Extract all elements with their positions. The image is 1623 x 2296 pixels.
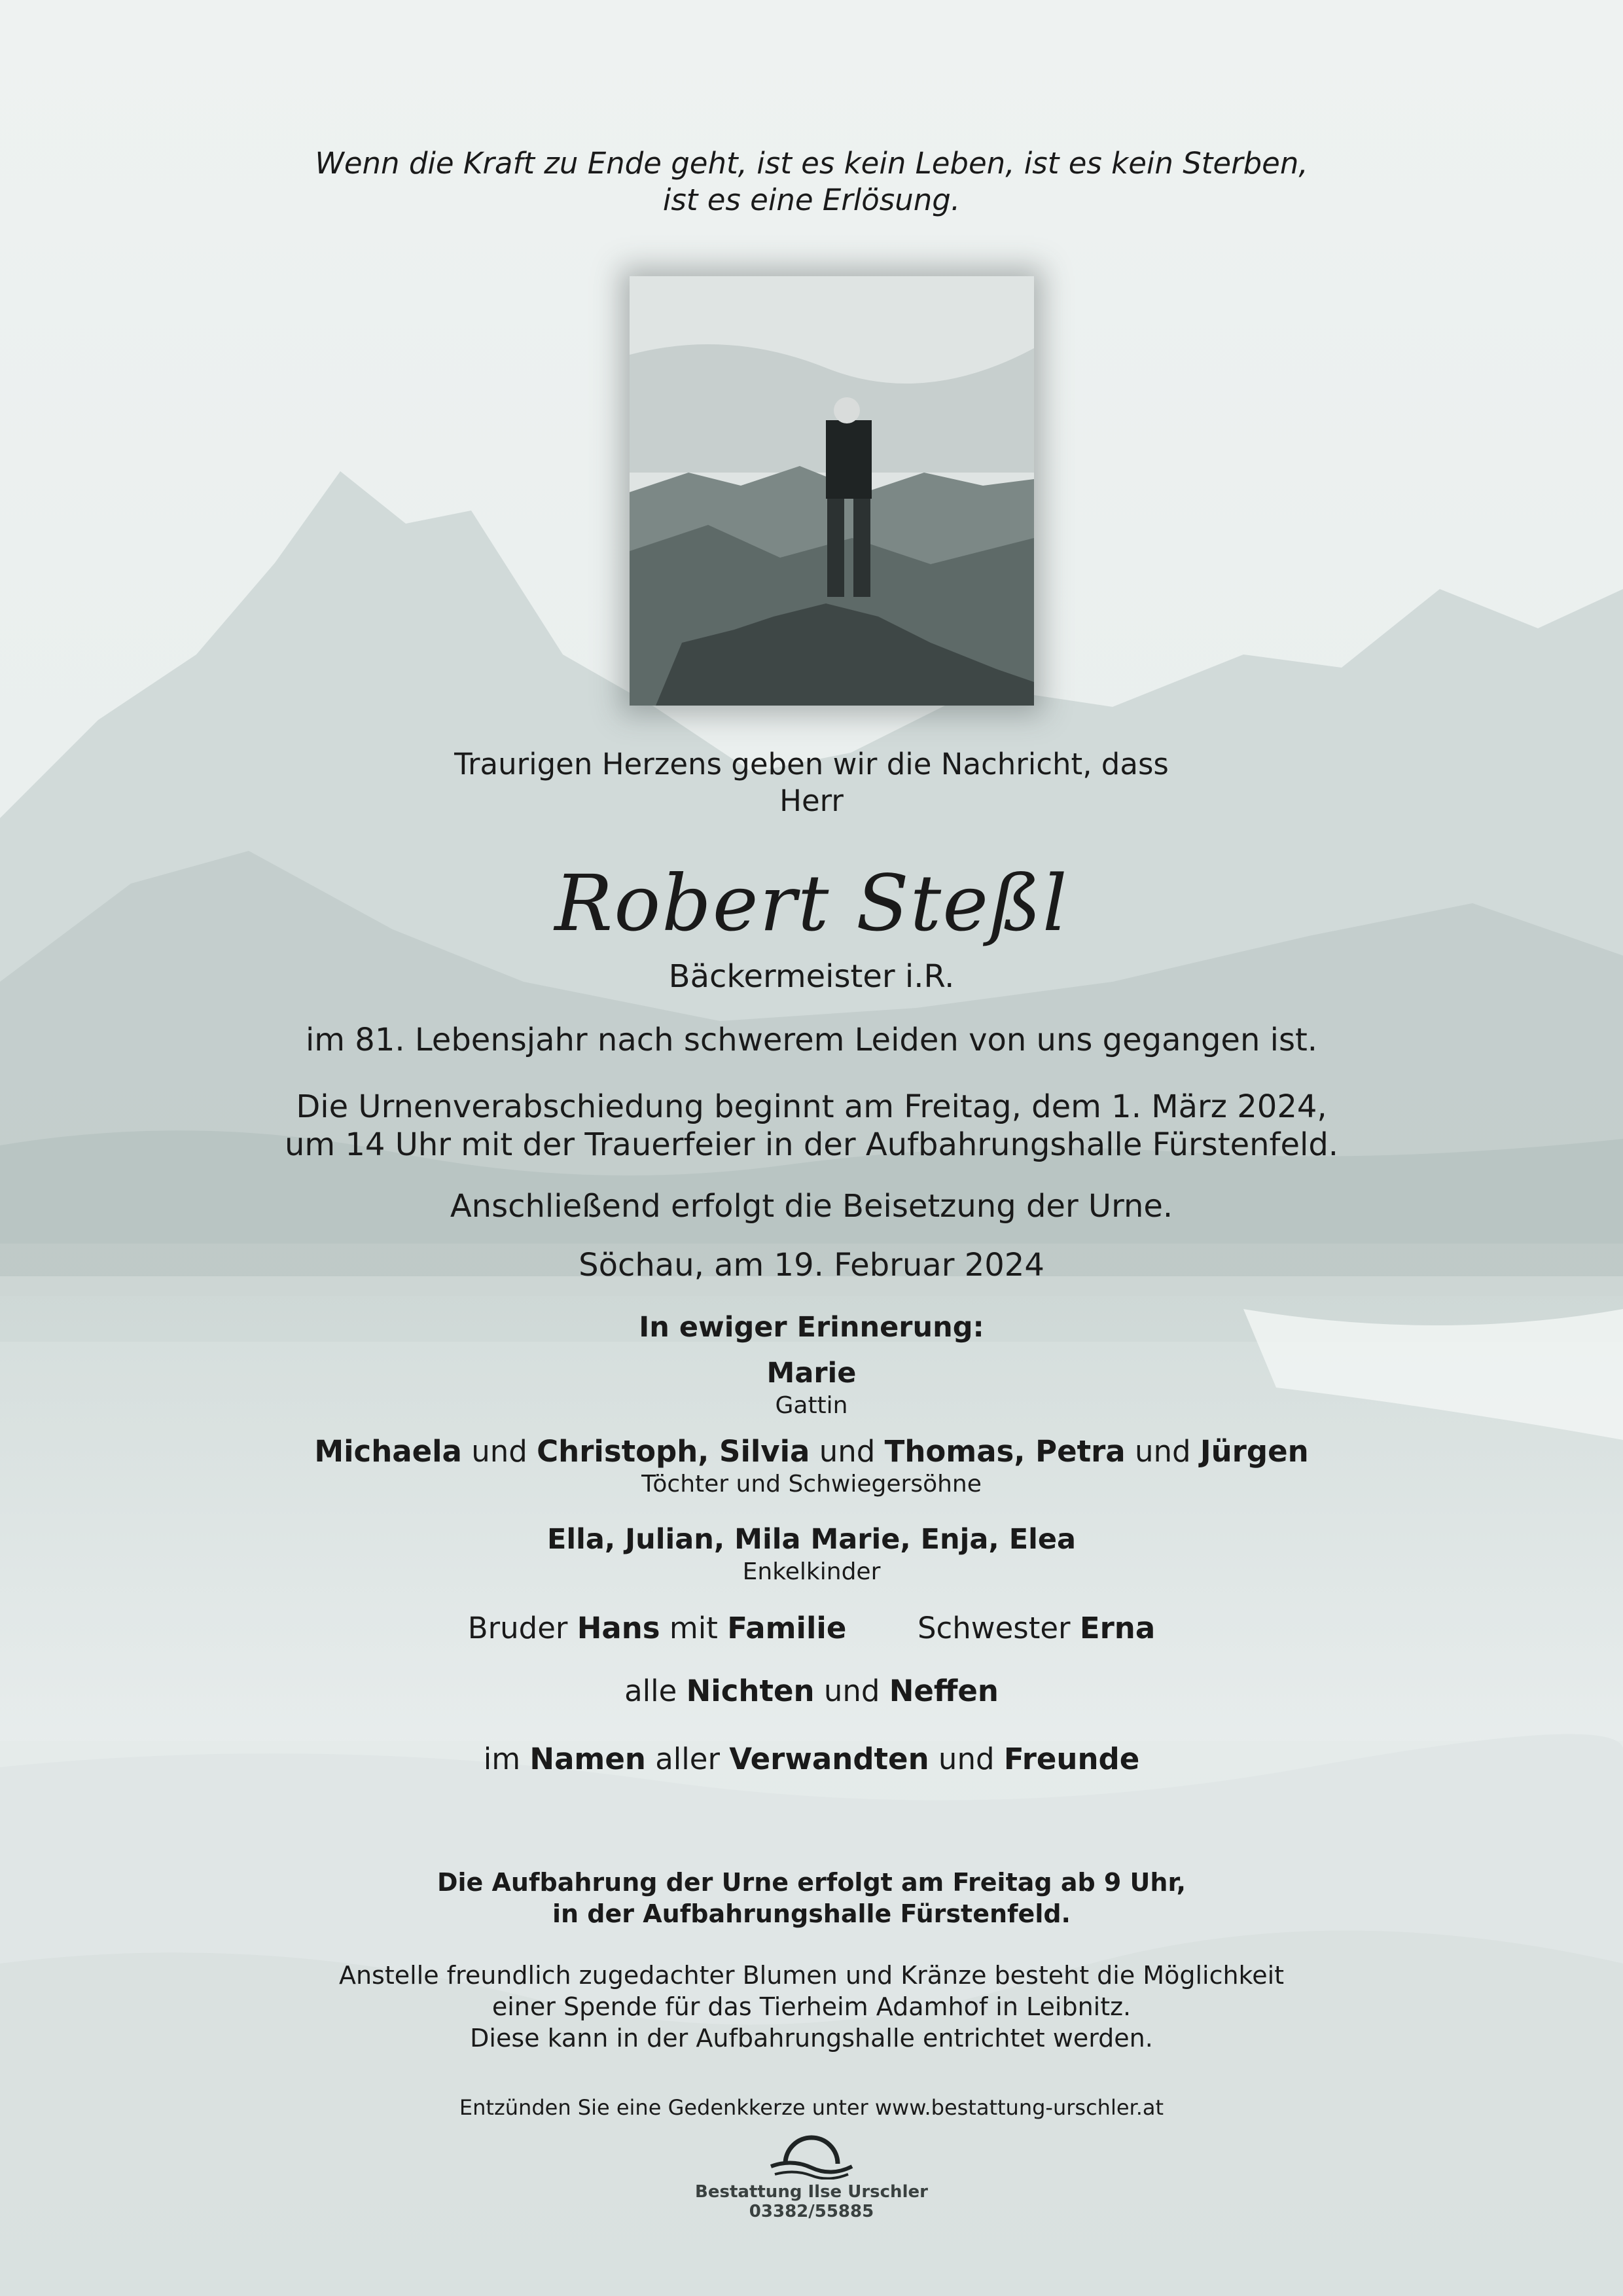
ceremony-line-2: um 14 Uhr mit der Trauerfeier in der Aufbahrungshalle Fürstenfeld. xyxy=(284,1126,1339,1163)
deceased-title: Bäckermeister i.R. xyxy=(668,958,955,995)
child-3: Thomas, Petra xyxy=(884,1434,1126,1469)
portrait-photo xyxy=(630,276,1034,706)
donation-line-3: Diese kann in der Aufbahrungshalle entrichtet werden. xyxy=(470,2024,1153,2053)
child-2: Christoph, Silvia xyxy=(537,1434,810,1469)
undertaker xyxy=(0,2182,1623,2221)
donation-line-2: einer Spende für das Tierheim Adamhof in Leibnitz. xyxy=(491,1992,1132,2021)
grandchildren-relation: Enkelkinder xyxy=(742,1558,881,1585)
quote-line-2: ist es eine Erlösung. xyxy=(662,183,961,217)
viewing xyxy=(0,1867,1623,1929)
quote xyxy=(0,145,1623,219)
intro-line-2: Herr xyxy=(779,783,844,818)
deceased-name: Robert Steßl xyxy=(554,858,1069,948)
donation-line-1: Anstelle freundlich zugedachter Blumen und Kränze besteht die Möglichkeit xyxy=(338,1961,1285,1990)
memory-heading: In ewiger Erinnerung: xyxy=(639,1311,984,1344)
conj-1: und xyxy=(461,1434,537,1469)
intro xyxy=(0,746,1623,819)
donation xyxy=(0,1960,1623,2054)
conj-3: und xyxy=(1125,1434,1200,1469)
arc-wave-logo-icon xyxy=(766,2134,857,2179)
ceremony-line-1: Die Urnenverabschiedung beginnt am Freitag, dem 1. März 2024, xyxy=(296,1088,1327,1125)
children-relation: Töchter und Schwiegersöhne xyxy=(641,1471,982,1498)
brother: Bruder Hans mit Familie xyxy=(467,1611,847,1645)
candle-note: Entzünden Sie eine Gedenkkerze unter www.bestattung-urschler.at xyxy=(459,2095,1164,2120)
grandchildren-names: Ella, Julian, Mila Marie, Enja, Elea xyxy=(546,1523,1076,1556)
children xyxy=(0,1433,1623,1499)
undertaker-name: Bestattung Ilse Urschler xyxy=(695,2182,928,2202)
child-1: Michaela xyxy=(314,1434,462,1469)
relatives: im Namen aller Verwandten und Freunde xyxy=(483,1742,1140,1776)
grandchildren xyxy=(0,1521,1623,1587)
spouse xyxy=(0,1355,1623,1420)
burial-text: Anschließend erfolgt die Beisetzung der Urne. xyxy=(450,1188,1173,1225)
sister: Schwester Erna xyxy=(917,1611,1156,1645)
siblings xyxy=(0,1610,1623,1647)
viewing-line-2: in der Aufbahrungshalle Fürstenfeld. xyxy=(552,1899,1071,1928)
quote-line-1: Wenn die Kraft zu Ende geht, ist es kein Leben, ist es kein Sterben, xyxy=(315,146,1308,181)
viewing-line-1: Die Aufbahrung der Urne erfolgt am Freitag ab 9 Uhr, xyxy=(437,1868,1186,1897)
undertaker-phone: 03382/55885 xyxy=(749,2202,874,2221)
passing-text: im 81. Lebensjahr nach schwerem Leiden von uns gegangen ist. xyxy=(305,1022,1318,1058)
nieces-nephews: alle Nichten und Neffen xyxy=(624,1674,999,1708)
child-4: Jürgen xyxy=(1200,1434,1309,1469)
spouse-relation: Gattin xyxy=(775,1392,848,1419)
conj-2: und xyxy=(810,1434,885,1469)
ceremony xyxy=(0,1088,1623,1164)
spouse-name: Marie xyxy=(766,1357,857,1390)
intro-line-1: Traurigen Herzens geben wir die Nachricht, dass xyxy=(454,747,1169,781)
place-date: Söchau, am 19. Februar 2024 xyxy=(579,1247,1044,1283)
